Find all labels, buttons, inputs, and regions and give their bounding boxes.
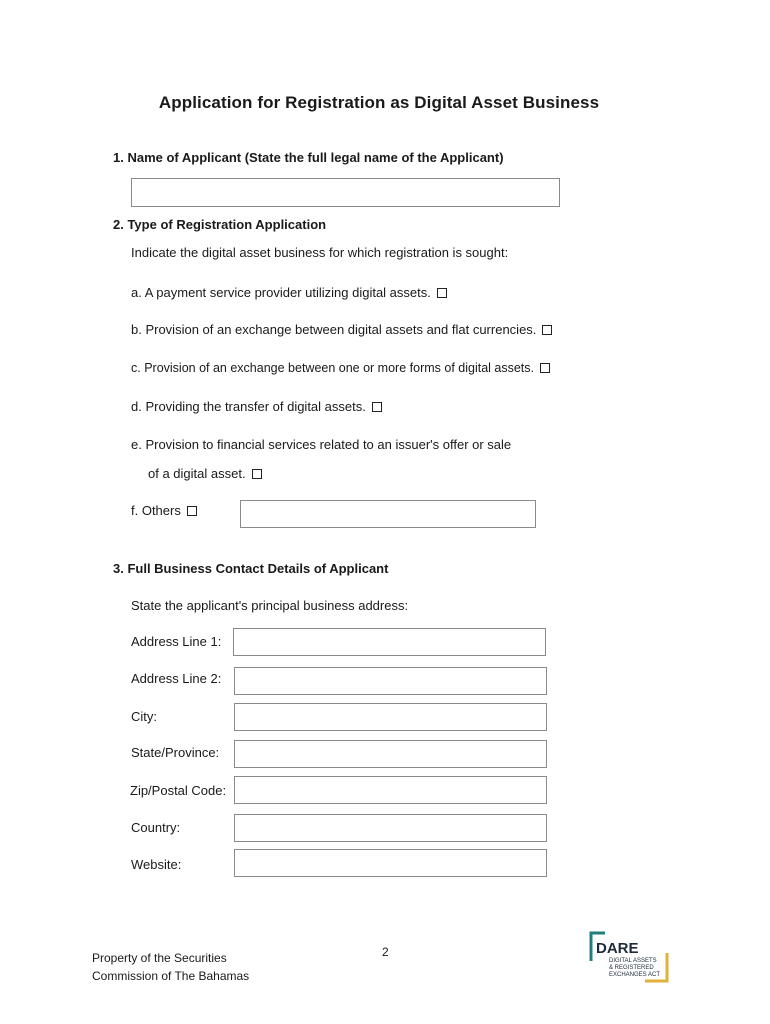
applicant-name-field[interactable] bbox=[131, 178, 560, 207]
option-b bbox=[131, 322, 552, 337]
section-1-heading: 1. Name of Applicant (State the full legal name of the Applicant) bbox=[113, 150, 504, 165]
logo-tagline-2: & REGISTERED bbox=[609, 965, 654, 971]
section-3-heading: 3. Full Business Contact Details of Applicant bbox=[113, 561, 389, 576]
address-line-1-label: Address Line 1: bbox=[131, 634, 222, 649]
section-2-instruction: Indicate the digital asset business for which registration is sought: bbox=[131, 245, 509, 260]
logo-tagline-1: DIGITAL ASSETS bbox=[609, 958, 657, 964]
option-d bbox=[131, 399, 382, 414]
option-c-label: c. Provision of an exchange between one or more forms of digital assets. bbox=[131, 361, 534, 375]
zip-postal-code-field[interactable] bbox=[234, 776, 547, 804]
logo-wordmark: DARE bbox=[596, 940, 639, 957]
option-f-checkbox[interactable] bbox=[187, 506, 197, 516]
option-c-checkbox[interactable] bbox=[540, 363, 550, 373]
website-label: Website: bbox=[131, 857, 182, 872]
option-a bbox=[131, 285, 447, 300]
country-field[interactable] bbox=[234, 814, 547, 842]
address-line-1-field[interactable] bbox=[233, 628, 546, 656]
address-line-2-label: Address Line 2: bbox=[131, 671, 222, 686]
option-d-checkbox[interactable] bbox=[372, 402, 382, 412]
option-b-label: b. Provision of an exchange between digital assets and flat currencies. bbox=[131, 322, 537, 337]
option-e-label: of a digital asset. bbox=[148, 466, 246, 481]
page-number: 2 bbox=[382, 945, 389, 959]
country-label: Country: bbox=[131, 820, 181, 835]
section-3-instruction: State the applicant's principal business address: bbox=[131, 598, 409, 613]
option-a-label: a. A payment service provider utilizing digital assets. bbox=[131, 285, 431, 300]
footer-line-1: Property of the Securities bbox=[92, 951, 227, 965]
option-f-label: f. Others bbox=[131, 503, 181, 518]
other-specify-field[interactable] bbox=[240, 500, 536, 528]
option-f bbox=[131, 503, 197, 518]
zip-postal-code-label: Zip/Postal Code: bbox=[130, 783, 227, 798]
logo-tagline-3: EXCHANGES ACT bbox=[609, 972, 661, 978]
option-e-line1: e. Provision to financial services related to an issuer's offer or sale bbox=[131, 437, 512, 452]
dare-logo bbox=[589, 931, 669, 983]
option-c bbox=[131, 361, 550, 375]
city-label: City: bbox=[131, 709, 157, 724]
option-d-label: d. Providing the transfer of digital assets. bbox=[131, 399, 366, 414]
page-title: Application for Registration as Digital Asset Business bbox=[158, 93, 600, 112]
website-field[interactable] bbox=[234, 849, 547, 877]
city-field[interactable] bbox=[234, 703, 547, 731]
address-line-2-field[interactable] bbox=[234, 667, 547, 695]
option-e-checkbox[interactable] bbox=[252, 469, 262, 479]
state-province-label: State/Province: bbox=[131, 745, 220, 760]
footer-line-2: Commission of The Bahamas bbox=[92, 969, 250, 983]
state-province-field[interactable] bbox=[234, 740, 547, 768]
footer-owner bbox=[92, 949, 249, 985]
section-2-heading: 2. Type of Registration Application bbox=[113, 217, 327, 232]
option-b-checkbox[interactable] bbox=[542, 325, 552, 335]
option-e-line2-wrap bbox=[148, 466, 262, 481]
dare-logo-icon bbox=[589, 931, 669, 983]
option-a-checkbox[interactable] bbox=[437, 288, 447, 298]
